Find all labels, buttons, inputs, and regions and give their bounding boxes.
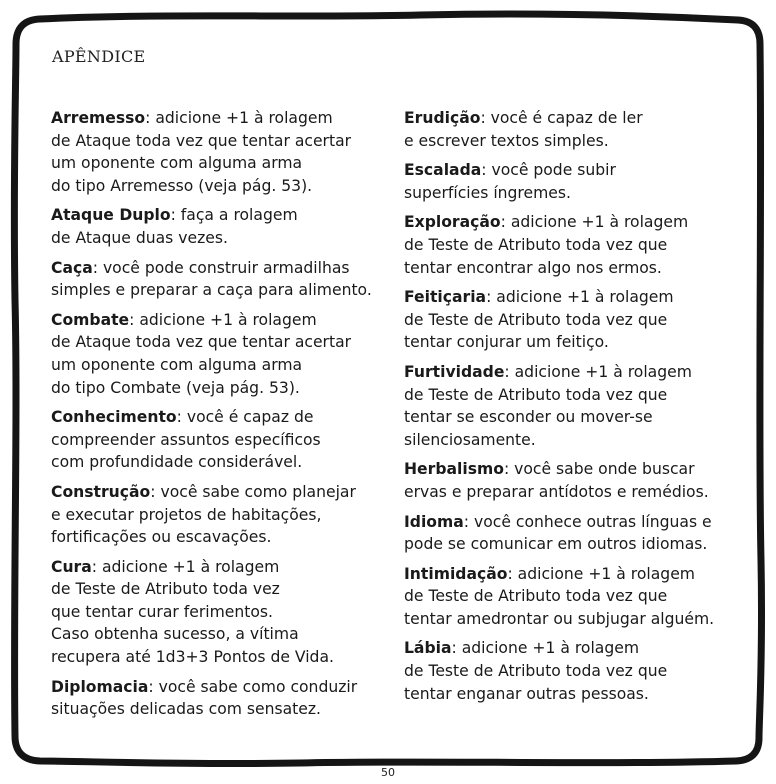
entry-line: silenciosamente. bbox=[404, 430, 536, 449]
entry-line: fortificações ou escavações. bbox=[51, 528, 272, 547]
entry-text: : você sabe onde buscar bbox=[503, 460, 695, 479]
left-column bbox=[51, 107, 391, 728]
glossary-entry bbox=[404, 563, 744, 631]
entry-term: Herbalismo bbox=[404, 460, 504, 479]
entry-term: Lábia bbox=[404, 639, 452, 658]
entry-line: um oponente com alguma arma bbox=[51, 154, 303, 173]
glossary-entry bbox=[51, 556, 391, 669]
entry-line: que tentar curar ferimentos. bbox=[51, 602, 273, 621]
entry-line bbox=[51, 481, 391, 504]
entry-line bbox=[404, 361, 744, 384]
entry-line: do tipo Combate (veja pág. 53). bbox=[51, 378, 300, 397]
entry-line: de Ataque duas vezes. bbox=[51, 228, 228, 247]
entry-line bbox=[51, 556, 391, 579]
glossary-entry bbox=[404, 107, 744, 152]
entry-text: : adicione +1 à rolagem bbox=[91, 557, 280, 576]
entry-term: Conhecimento bbox=[51, 408, 177, 427]
entry-term: Combate bbox=[51, 310, 130, 329]
glossary-entry bbox=[51, 204, 391, 249]
glossary-entry bbox=[404, 159, 744, 204]
glossary-entry bbox=[51, 676, 391, 721]
entry-line: tentar amedrontar ou subjugar alguém. bbox=[404, 609, 715, 628]
entry-line bbox=[404, 511, 744, 534]
glossary-entry bbox=[51, 406, 391, 474]
entry-line bbox=[404, 286, 744, 309]
entry-line: de Teste de Atributo toda vez que bbox=[404, 662, 668, 681]
glossary-entry bbox=[404, 637, 744, 705]
entry-line: tentar enganar outras pessoas. bbox=[404, 684, 649, 703]
entry-line: de Teste de Atributo toda vez que bbox=[404, 310, 668, 329]
entry-term: Feitiçaria bbox=[404, 288, 487, 307]
entry-term: Intimidação bbox=[404, 564, 508, 583]
entry-text: : você conhece outras línguas e bbox=[463, 512, 712, 531]
entry-line: superfícies íngremes. bbox=[404, 183, 571, 202]
entry-line bbox=[404, 637, 744, 660]
entry-text: : você é capaz de bbox=[176, 408, 314, 427]
glossary-entry bbox=[404, 361, 744, 451]
entry-line bbox=[404, 211, 744, 234]
entry-text: : você sabe como planejar bbox=[150, 482, 356, 501]
entry-line bbox=[51, 676, 391, 699]
entry-line bbox=[51, 107, 391, 130]
entry-line bbox=[51, 309, 391, 332]
entry-line bbox=[404, 159, 744, 182]
glossary-entry bbox=[51, 257, 391, 302]
glossary-entry bbox=[404, 511, 744, 556]
entry-line: tentar conjurar um feitiço. bbox=[404, 333, 609, 352]
glossary-entry bbox=[404, 286, 744, 354]
glossary-entry bbox=[51, 309, 391, 399]
entry-line: Caso obtenha sucesso, a vítima bbox=[51, 625, 299, 644]
entry-line: ervas e preparar antídotos e remédios. bbox=[404, 482, 709, 501]
entry-line: compreender assuntos específicos bbox=[51, 430, 321, 449]
page-title: APÊNDICE bbox=[52, 47, 146, 66]
entry-term: Furtividade bbox=[404, 362, 505, 381]
glossary-entry bbox=[404, 211, 744, 279]
entry-term: Diplomacia bbox=[51, 677, 149, 696]
entry-line: recupera até 1d3+3 Pontos de Vida. bbox=[51, 648, 334, 667]
entry-term: Cura bbox=[51, 557, 92, 576]
entry-term: Construção bbox=[51, 482, 151, 501]
right-column bbox=[404, 107, 744, 712]
entry-line: e executar projetos de habitações, bbox=[51, 505, 322, 524]
entry-text: : faça a rolagem bbox=[170, 206, 298, 225]
entry-line bbox=[404, 107, 744, 130]
entry-term: Exploração bbox=[404, 213, 501, 232]
entry-term: Ataque Duplo bbox=[51, 206, 171, 225]
glossary-entry bbox=[51, 481, 391, 549]
page-number: 50 bbox=[381, 766, 395, 779]
entry-line bbox=[404, 563, 744, 586]
entry-term: Idioma bbox=[404, 512, 464, 531]
glossary-entry bbox=[404, 458, 744, 503]
entry-term: Arremesso bbox=[51, 109, 146, 127]
entry-line: de Teste de Atributo toda vez que bbox=[404, 385, 668, 404]
glossary-entry bbox=[51, 107, 391, 197]
entry-text: : você sabe como conduzir bbox=[148, 677, 358, 696]
entry-line: pode se comunicar em outros idiomas. bbox=[404, 535, 708, 554]
entry-text: : adicione +1 à rolagem bbox=[500, 213, 689, 232]
entry-text: : você pode subir bbox=[481, 161, 616, 180]
entry-text: : adicione +1 à rolagem bbox=[129, 310, 317, 329]
entry-line: de Teste de Atributo toda vez bbox=[51, 580, 280, 599]
entry-text: : adicione +1 à rolagem bbox=[486, 288, 674, 307]
entry-line bbox=[51, 406, 391, 429]
entry-line: de Teste de Atributo toda vez que bbox=[404, 587, 668, 606]
entry-text: : adicione +1 à rolagem bbox=[145, 109, 333, 127]
entry-text: : você pode construir armadilhas bbox=[92, 258, 350, 277]
entry-line: de Ataque toda vez que tentar acertar bbox=[51, 131, 352, 150]
entry-line: simples e preparar a caça para alimento. bbox=[51, 281, 372, 300]
entry-line: tentar encontrar algo nos ermos. bbox=[404, 258, 662, 277]
entry-line bbox=[51, 257, 391, 280]
entry-term: Escalada bbox=[404, 161, 482, 180]
entry-line: um oponente com alguma arma bbox=[51, 355, 303, 374]
entry-line: situações delicadas com sensatez. bbox=[51, 700, 322, 719]
entry-line: de Ataque toda vez que tentar acertar bbox=[51, 333, 352, 352]
entry-text: : você é capaz de ler bbox=[480, 109, 643, 127]
entry-line: e escrever textos simples. bbox=[404, 131, 609, 150]
entry-term: Caça bbox=[51, 258, 93, 277]
entry-line: de Teste de Atributo toda vez que bbox=[404, 235, 668, 254]
entry-line: tentar se esconder ou mover-se bbox=[404, 408, 653, 427]
entry-line bbox=[404, 458, 744, 481]
entry-line: do tipo Arremesso (veja pág. 53). bbox=[51, 176, 313, 195]
entry-text: : adicione +1 à rolagem bbox=[451, 639, 640, 658]
entry-text: : adicione +1 à rolagem bbox=[507, 564, 695, 583]
entry-line bbox=[51, 204, 391, 227]
entry-term: Erudição bbox=[404, 109, 481, 127]
entry-text: : adicione +1 à rolagem bbox=[504, 362, 692, 381]
entry-line: com profundidade considerável. bbox=[51, 453, 303, 472]
